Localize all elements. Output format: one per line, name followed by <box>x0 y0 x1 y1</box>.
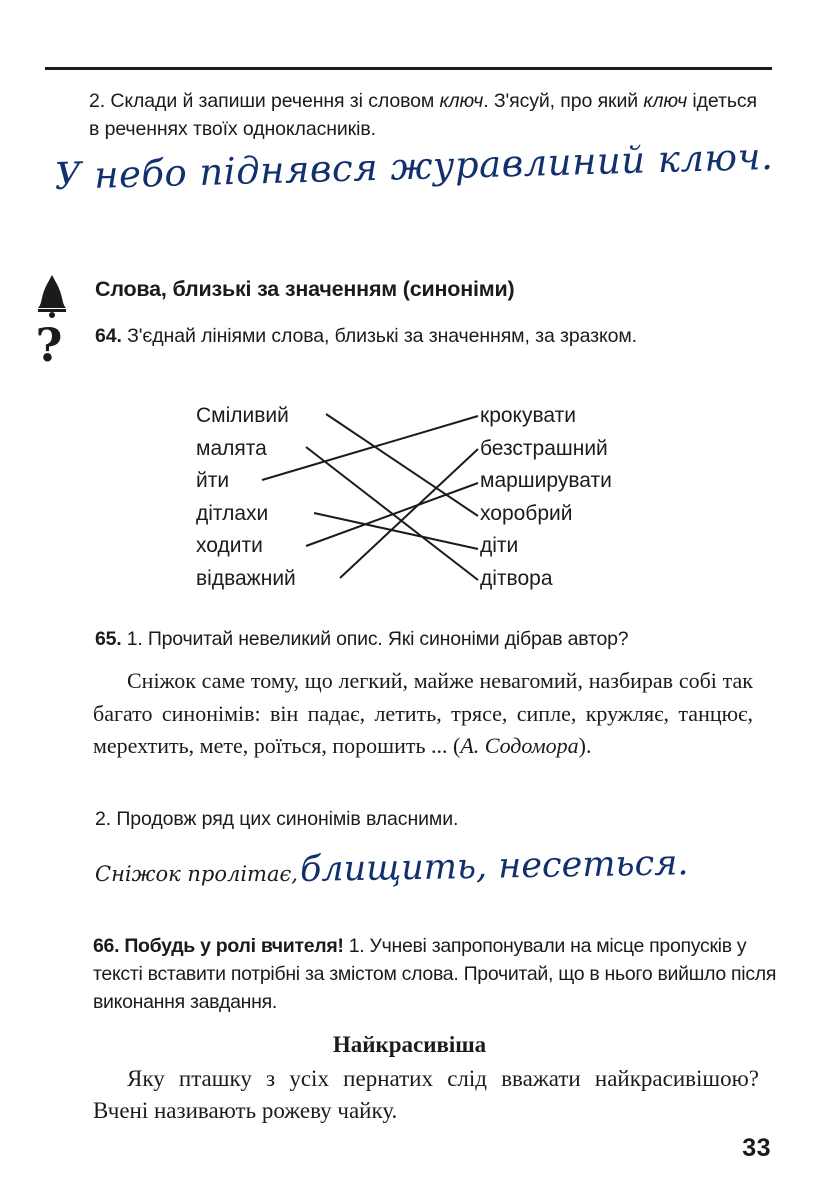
bell-icon <box>30 272 74 318</box>
matching-right-word[interactable]: хоробрий <box>480 501 573 525</box>
passage-author: А. Содомора <box>460 733 579 758</box>
matching-left-word[interactable]: Сміливий <box>196 404 289 427</box>
matching-left-word[interactable]: йти <box>196 469 230 492</box>
story-body: Яку пташку з усіх пернатих слід вважати найкрасивішою? Вчені називають рожеву чайку. <box>93 1066 759 1123</box>
handwritten-answer-exercise-2: У небо піднявся журавлиний ключ. <box>54 134 774 198</box>
top-divider-rule <box>45 67 772 70</box>
exercise-66-instruction: 1. Учневі запропонували на місце пропусків у тексті вставити потрібні за змістом слова. Прочитай, що в нього вийшло після виконання завдання. <box>93 935 777 1013</box>
matching-right-word[interactable]: крокувати <box>480 404 576 427</box>
exercise-2-italic-word-1: ключ <box>439 90 484 112</box>
matching-left-word[interactable]: малята <box>196 436 267 460</box>
exercise-65-task-1 <box>95 625 775 653</box>
handwritten-answer-exercise-65: блищить, несеться. <box>299 843 689 890</box>
matching-left-column <box>196 400 296 595</box>
section-heading: Слова, близькі за значенням (синоніми) <box>95 277 515 301</box>
matching-left-word[interactable]: дітлахи <box>196 501 269 525</box>
exercise-65-number: 65. <box>95 628 122 650</box>
exercise-66-bold-part: Побудь у ролі вчителя! <box>119 935 344 957</box>
exercise-65-task-2: 2. Продовж ряд цих синонімів власними. <box>95 808 459 830</box>
exercise-64-number: 64. <box>95 325 122 347</box>
exercise-2-text-mid: . З'ясуй, про який <box>483 90 644 112</box>
matching-right-word[interactable]: дітвора <box>480 566 553 590</box>
matching-right-word[interactable]: безстрашний <box>480 436 608 460</box>
passage-text: Сніжок саме тому, що легкий, майже невагомий, назбирав собі так багато синонімів: він падає, летить, трясе, сипле, кружляє, танцює, мерехтить, мете, роїться, порошить ... ( <box>93 668 753 758</box>
story-title: Найкрасивіша <box>332 1032 487 1057</box>
page-number: 33 <box>742 1134 771 1162</box>
matching-left-word[interactable]: ходити <box>196 534 263 557</box>
passage-text-end: ). <box>578 733 592 758</box>
exercise-64-instruction: З'єднай лініями слова, близькі за значенням, за зразком. <box>121 325 637 347</box>
exercise-66-number: 66. <box>93 935 120 957</box>
word-matching-exercise[interactable] <box>196 400 696 598</box>
exercise-2-text-after: ідеться в реченнях твоїх однокласників. <box>89 90 757 140</box>
exercise-65-reading-passage <box>93 665 753 763</box>
question-mark-icon: ? <box>35 318 63 372</box>
exercise-65-task-1-text: 1. Прочитай невеликий опис. Які синоніми дібрав автор? <box>121 628 629 650</box>
exercise-65-answer-prefix: Сніжок пролітає, <box>95 862 298 886</box>
matching-right-word[interactable]: марширувати <box>480 469 612 492</box>
exercise-2-text <box>89 87 769 143</box>
matching-right-column <box>480 400 612 595</box>
exercise-2-text-before: Склади й запиши речення зі словом <box>105 90 440 112</box>
matching-right-word[interactable]: діти <box>480 534 519 557</box>
exercise-66-text <box>93 932 777 1016</box>
exercise-64-text <box>95 322 775 350</box>
matching-left-word[interactable]: відважний <box>196 566 296 590</box>
exercise-2-italic-word-2: ключ <box>643 90 688 112</box>
exercise-2-number: 2. <box>89 90 106 112</box>
